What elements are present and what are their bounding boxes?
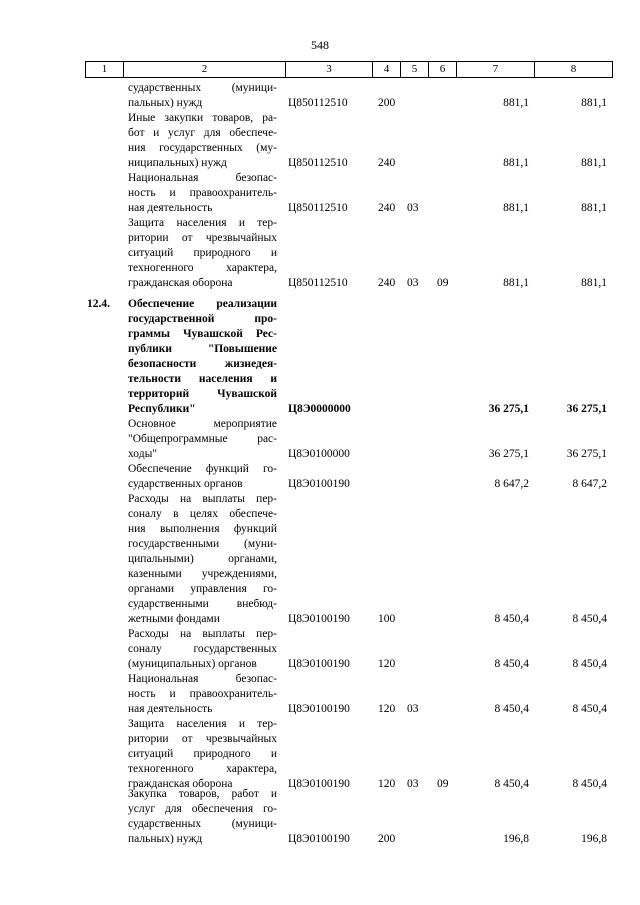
description-line: ситуаций природного и [128, 748, 277, 760]
description-line: Закупка товаров, работ и [128, 788, 277, 800]
header-col-7: 7 [456, 62, 534, 77]
row-expense-type: 200 [378, 833, 396, 845]
row-description [128, 417, 277, 462]
description-line: Защита населения и тер- [128, 217, 277, 229]
row-amount-2: 8 450,4 [572, 778, 607, 790]
row-description [128, 462, 277, 492]
description-line: ниципальных) нужд [128, 157, 227, 169]
row-subsection: 09 [437, 778, 449, 790]
row-code: Ц8Э0100190 [288, 833, 350, 845]
row-code: Ц8Э0100000 [288, 448, 350, 460]
row-amount-2: 36 275,1 [566, 403, 607, 415]
description-line: граммы Чувашской Рес- [128, 328, 277, 340]
row-expense-type: 240 [378, 277, 396, 289]
row-amount-1: 196,8 [503, 833, 529, 845]
description-line: техногенного характера, [128, 262, 277, 274]
row-description [128, 297, 277, 417]
description-line: гражданская оборона [128, 778, 233, 790]
description-line: "Общепрограммные рас- [128, 433, 277, 445]
row-amount-1: 8 450,4 [494, 703, 529, 715]
row-section: 03 [407, 778, 419, 790]
description-line: органами управления го- [128, 583, 277, 595]
row-code: Ц8Э0100190 [288, 613, 350, 625]
row-code: Ц850112510 [288, 157, 348, 169]
description-line: пальных) нужд [128, 833, 203, 845]
row-description [128, 81, 277, 111]
description-line: гражданская оборона [128, 277, 233, 289]
row-description [128, 216, 277, 291]
description-line: ситуаций природного и [128, 247, 277, 259]
description-line: публики "Повышение [128, 343, 277, 355]
row-code: Ц8Э0100190 [288, 703, 350, 715]
description-line: Основное мероприятие [128, 418, 277, 430]
description-line: сударственными внебюд- [128, 598, 277, 610]
description-line: Обеспечение функций го- [128, 463, 277, 475]
description-line: Обеспечение реализации [128, 298, 277, 310]
row-amount-2: 881,1 [581, 202, 607, 214]
row-amount-1: 8 450,4 [494, 658, 529, 670]
row-amount-1: 881,1 [503, 202, 529, 214]
row-number: 12.4. [87, 298, 110, 310]
description-line: Защита населения и тер- [128, 718, 277, 730]
description-line: сударственных органов [128, 478, 243, 490]
row-amount-2: 8 450,4 [572, 613, 607, 625]
row-expense-type: 200 [378, 97, 396, 109]
description-line: Иные закупки товаров, ра- [128, 112, 277, 124]
row-description [128, 672, 277, 717]
row-description [128, 492, 277, 627]
row-amount-1: 881,1 [503, 277, 529, 289]
row-description [128, 787, 277, 847]
row-amount-1: 8 450,4 [494, 778, 529, 790]
row-amount-2: 8 647,2 [572, 478, 607, 490]
row-amount-1: 36 275,1 [488, 448, 529, 460]
description-line: ность и правоохранитель- [128, 688, 277, 700]
description-line: тельности населения и [128, 373, 277, 385]
row-amount-2: 881,1 [581, 97, 607, 109]
row-amount-2: 8 450,4 [572, 703, 607, 715]
row-amount-2: 881,1 [581, 277, 607, 289]
header-col-5: 5 [400, 62, 428, 77]
row-description [128, 627, 277, 672]
description-line: ходы" [128, 448, 158, 460]
description-line: Республики" [128, 403, 196, 415]
row-code: Ц8Э0100190 [288, 658, 350, 670]
row-amount-1: 8 647,2 [494, 478, 529, 490]
description-line: ципальными) органами, [128, 553, 277, 565]
row-expense-type: 120 [378, 658, 396, 670]
row-code: Ц8Э0100190 [288, 478, 350, 490]
description-line: ритории от чрезвычайных [128, 232, 277, 244]
row-amount-2: 881,1 [581, 157, 607, 169]
description-line: техногенного характера, [128, 763, 277, 775]
description-line: безопасности жизнедея- [128, 358, 277, 370]
description-line: ность и правоохранитель- [128, 187, 277, 199]
description-line: ная деятельность [128, 703, 213, 715]
header-col-2: 2 [123, 62, 285, 77]
row-description [128, 111, 277, 171]
row-amount-2: 8 450,4 [572, 658, 607, 670]
row-amount-1: 36 275,1 [488, 403, 529, 415]
description-line: Расходы на выплаты пер- [128, 493, 277, 505]
row-section: 03 [407, 703, 419, 715]
description-line: Национальная безопас- [128, 673, 277, 685]
row-expense-type: 100 [378, 613, 396, 625]
header-col-3: 3 [285, 62, 372, 77]
description-line: сударственных (муници- [128, 82, 277, 94]
description-line: казенными учреждениями, [128, 568, 277, 580]
header-col-6: 6 [428, 62, 456, 77]
row-code: Ц8Э0000000 [288, 403, 351, 415]
row-description [128, 171, 277, 216]
row-expense-type: 240 [378, 157, 396, 169]
row-section: 03 [407, 202, 419, 214]
description-line: сударственных (муници- [128, 818, 277, 830]
row-subsection: 09 [437, 277, 449, 289]
description-line: Расходы на выплаты пер- [128, 628, 277, 640]
row-description [128, 717, 277, 792]
header-col-1: 1 [85, 62, 123, 77]
row-section: 03 [407, 277, 419, 289]
description-line: соналу в целях обеспече- [128, 508, 277, 520]
description-line: Национальная безопас- [128, 172, 277, 184]
description-line: (муниципальных) органов [128, 658, 257, 670]
row-amount-2: 196,8 [581, 833, 607, 845]
row-amount-1: 881,1 [503, 157, 529, 169]
page-number: 548 [311, 38, 329, 52]
description-line: бот и услуг для обеспече- [128, 127, 277, 139]
row-expense-type: 240 [378, 202, 396, 214]
description-line: ния государственных (му- [128, 142, 277, 154]
row-amount-1: 881,1 [503, 97, 529, 109]
description-line: ная деятельность [128, 202, 213, 214]
row-code: Ц850112510 [288, 277, 348, 289]
row-expense-type: 120 [378, 703, 396, 715]
table-header [85, 61, 613, 78]
header-col-8: 8 [534, 62, 612, 77]
row-code: Ц8Э0100190 [288, 778, 350, 790]
description-line: услуг для обеспечения го- [128, 803, 277, 815]
row-expense-type: 120 [378, 778, 396, 790]
description-line: пальных) нужд [128, 97, 203, 109]
row-amount-2: 36 275,1 [566, 448, 607, 460]
row-amount-1: 8 450,4 [494, 613, 529, 625]
description-line: соналу государственных [128, 643, 277, 655]
description-line: государственными (муни- [128, 538, 277, 550]
description-line: жетными фондами [128, 613, 220, 625]
description-line: ния выполнения функций [128, 523, 277, 535]
row-code: Ц850112510 [288, 202, 348, 214]
description-line: государственной про- [128, 313, 277, 325]
row-code: Ц850112510 [288, 97, 348, 109]
description-line: территорий Чувашской [128, 388, 277, 400]
header-col-4: 4 [372, 62, 400, 77]
description-line: ритории от чрезвычайных [128, 733, 277, 745]
